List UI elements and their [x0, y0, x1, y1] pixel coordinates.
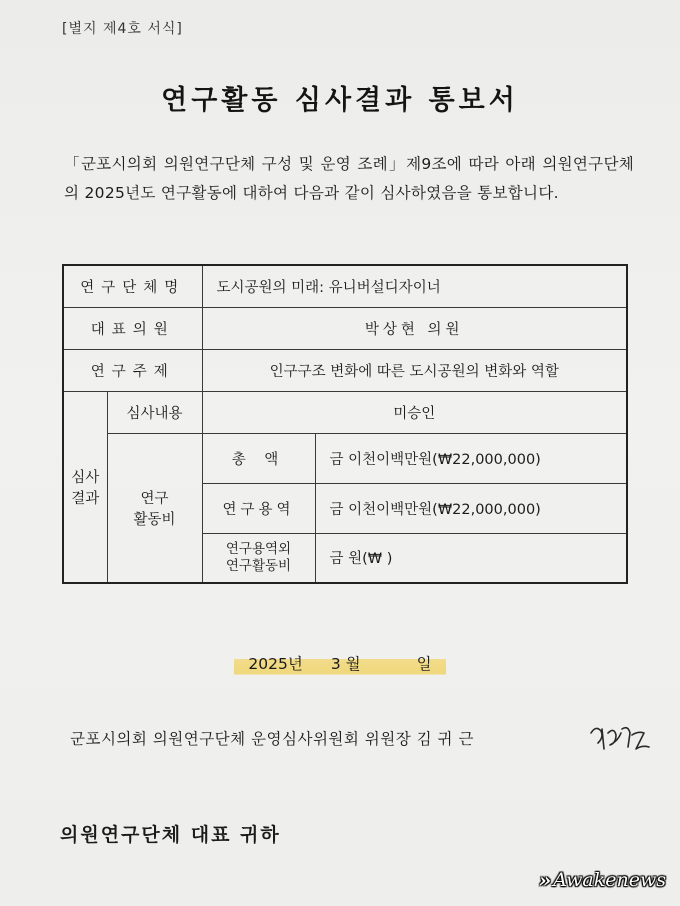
table-row	[63, 391, 627, 433]
result-label	[63, 391, 107, 583]
review-content-label: 심사내용	[107, 391, 202, 433]
date-day: 일	[416, 655, 432, 673]
activity-cost-label-line1: 연구	[140, 490, 169, 507]
issue-date	[0, 650, 680, 676]
table-row	[63, 265, 627, 307]
other-activity-cost-label	[202, 533, 315, 583]
handwritten-signature	[588, 719, 652, 759]
research-service-value: 금 이천이백만원(₩22,000,000)	[315, 483, 627, 533]
topic-value: 인구구조 변화에 따른 도시공원의 변화와 역할	[202, 349, 627, 391]
date-year: 2025년	[248, 655, 303, 673]
topic-label: 연구주제	[63, 349, 202, 391]
watermark-text: Awakenews	[553, 869, 666, 891]
table-row	[63, 307, 627, 349]
watermark-logo	[539, 868, 666, 892]
arrow-icon: »	[538, 868, 552, 892]
group-name-value: 도시공원의 미래: 유니버설디자이너	[202, 265, 627, 307]
form-number-tag: [별지 제4호 서식]	[62, 21, 183, 37]
table-row	[63, 433, 627, 483]
committee-chair-line: 군포시의회 의원연구단체 운영심사위원회 위원장 김 귀 근	[70, 730, 474, 748]
representative-value: 박상현 의원	[202, 307, 627, 349]
other-activity-cost-value: 금 원(₩ )	[315, 533, 627, 583]
review-content-value: 미승인	[202, 391, 627, 433]
intro-paragraph: 「군포시의회 의원연구단체 구성 및 운영 조례」제9조에 따라 아래 의원연구단체의 2025년도 연구활동에 대하여 다음과 같이 심사하였음을 통보합니다.	[64, 155, 634, 202]
representative-label: 대표의원	[63, 307, 202, 349]
document-title: 연구활동 심사결과 통보서	[161, 85, 519, 116]
date-month: 3 월	[330, 655, 361, 673]
total-amount-value: 금 이천이백만원(₩22,000,000)	[315, 433, 627, 483]
research-service-label: 연구용역	[202, 483, 315, 533]
total-amount-label: 총 액	[202, 433, 315, 483]
result-label-line1: 심사	[71, 469, 100, 486]
other-activity-cost-label-line1: 연구용역외	[225, 540, 292, 557]
other-activity-cost-label-line2: 연구활동비	[225, 557, 292, 574]
activity-cost-label-line2: 활동비	[133, 511, 176, 528]
date-highlight	[234, 650, 445, 676]
activity-cost-label	[107, 433, 202, 583]
addressee: 의원연구단체 대표 귀하	[60, 824, 281, 846]
review-result-table	[62, 264, 628, 584]
group-name-label: 연구단체명	[63, 265, 202, 307]
table-row	[63, 349, 627, 391]
result-label-line2: 결과	[71, 490, 100, 507]
